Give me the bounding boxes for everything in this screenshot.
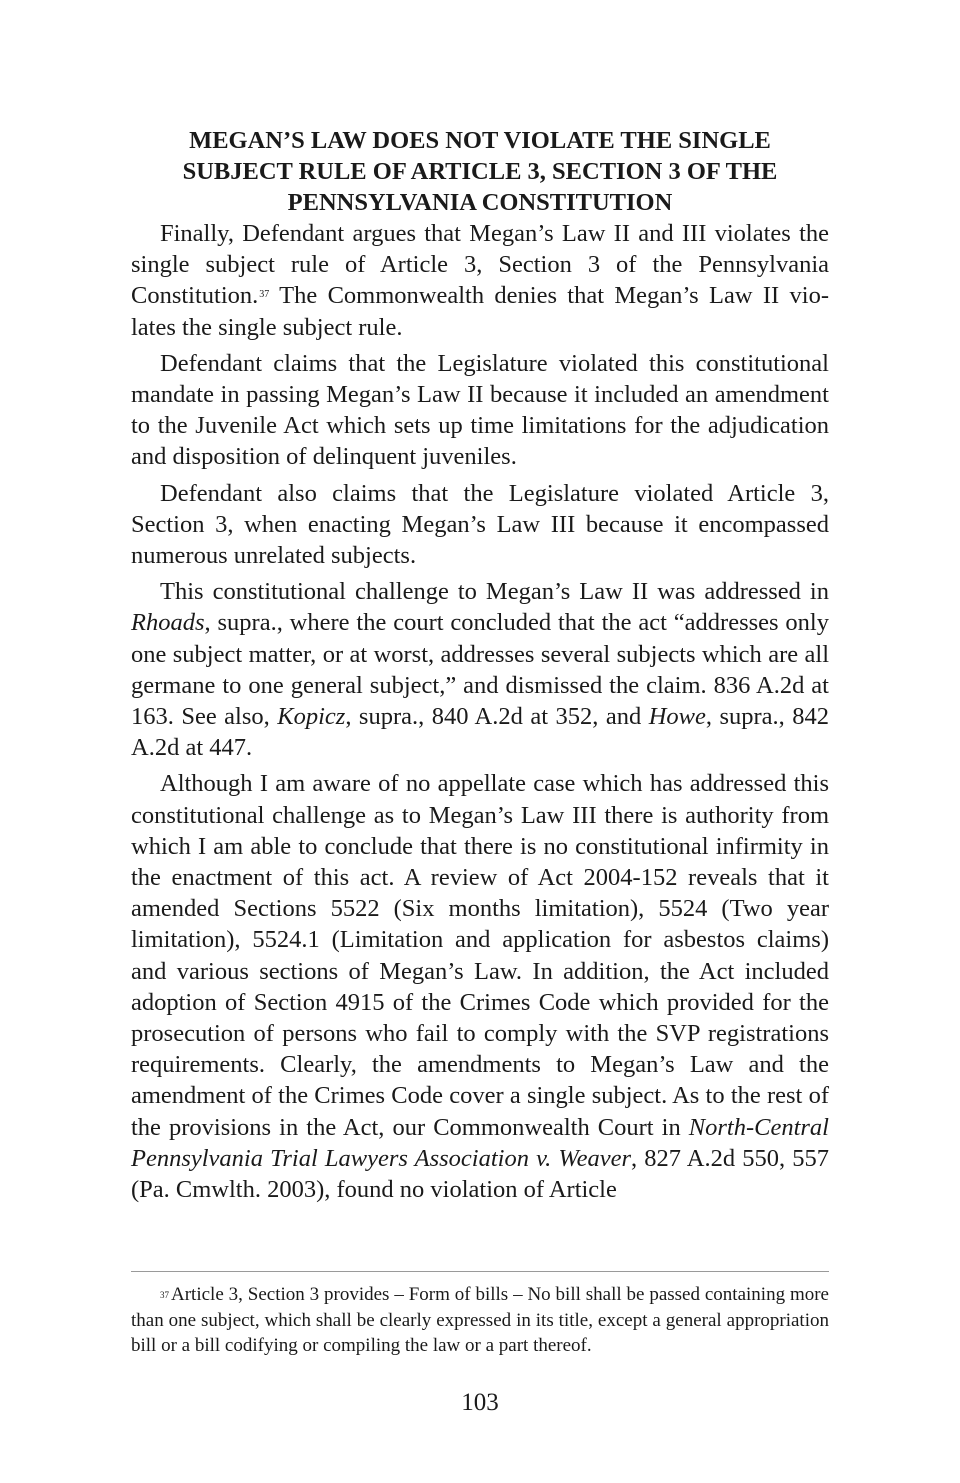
paragraph-5 <box>131 768 829 1205</box>
paragraph-4-text-a: This constitutional challenge to Megan’s Law II was addressed in <box>160 578 829 606</box>
paragraph-2: Defendant claims that the Legislature violated this constitutional mandate in passing Megan’s Law II because it included an amendment to the Juvenile Act which sets up time limitations for the adjudication and disposition of delinquent juveniles. <box>131 349 829 471</box>
paragraph-1-text-b: The Commonwealth denies that Megan’s Law II violates the single subject rule. <box>131 282 829 341</box>
footnote-number: 37 <box>160 1290 169 1300</box>
heading-line-3: PENNSYLVANIA CONSTITUTION <box>287 189 673 216</box>
paragraph-4 <box>131 576 829 763</box>
page-number: 103 <box>461 1389 499 1416</box>
case-name-north-central: North-Central Pennsylvania Trial Lawyers Association v. Weaver <box>131 1113 829 1172</box>
case-name-howe: Howe <box>648 703 706 731</box>
heading-line-2: SUBJECT RULE OF ARTICLE 3, SECTION 3 OF THE <box>182 158 778 185</box>
footnote <box>131 1282 829 1359</box>
footnote-reference[interactable]: 37 <box>259 289 270 301</box>
paragraph-4-text-b: , supra., where the court concluded that the act “addresses only one subject matter, or at worst, addresses several subjects which are all germane to one general subject,” and dismissed the claim. 836 A.2d at 163. See also, <box>131 609 829 731</box>
section-heading <box>131 125 829 218</box>
paragraph-5-text-b: , 827 A.2d 550, 557 (Pa. Cmwlth. 2003), found no violation of Article <box>131 1144 830 1204</box>
paragraph-3: Defendant also claims that the Legislature violated Article 3, Section 3, when enacting Megan’s Law III because it encompassed numerous unrelated subjects. <box>131 479 829 570</box>
paragraph-5-text-a: Although I am aware of no appellate case which has addressed this constitutional challenge as to Megan’s Law III there is authority from which I am able to conclude that there is no constitutional infirmity in the enactment of this act. A review of Act 2004-152 reveals that it amended Sections 5522 (Six months limitation), 5524 (Two year limitation), 5524.1 (Limitation and application for asbestos claims) and various sections of Megan’s Law. In addition, the Act included adoption of Section 4915 of the Crimes Code which provided for the prosecution of persons who fail to comply with the SVP registrations requirements. Clearly, the amendments to Megan’s Law and the amendment of the Crimes Code cover a single subject. As to the rest of the provisions in the Act, our Commonwealth Court in <box>131 770 829 1141</box>
paragraph-1-text-a: Finally, Defendant argues that Megan’s Law II and III violates the single subject rule of Article 3, Section 3 of the Pennsylvania Constitution. <box>131 220 829 310</box>
footnote-text: Article 3, Section 3 provides – Form of bills – No bill shall be passed containing more than one subject, which shall be clearly expressed in its title, except a general appropriation bill or a bill codifying or compiling the law or a part thereof. <box>131 1284 829 1356</box>
paragraph-4-text-c: , supra., 840 A.2d at 352, and <box>345 703 649 731</box>
case-name-kopicz: Kopicz <box>277 703 346 731</box>
page-body <box>131 125 829 1210</box>
paragraph-1 <box>131 218 829 343</box>
heading-line-1: MEGAN’S LAW DOES NOT VIOLATE THE SINGLE <box>189 127 771 154</box>
case-name-rhoads: Rhoads <box>131 609 205 637</box>
footnote-divider <box>131 1271 829 1272</box>
paragraph-4-text-d: , supra., 842 A.2d at 447. <box>131 703 829 762</box>
